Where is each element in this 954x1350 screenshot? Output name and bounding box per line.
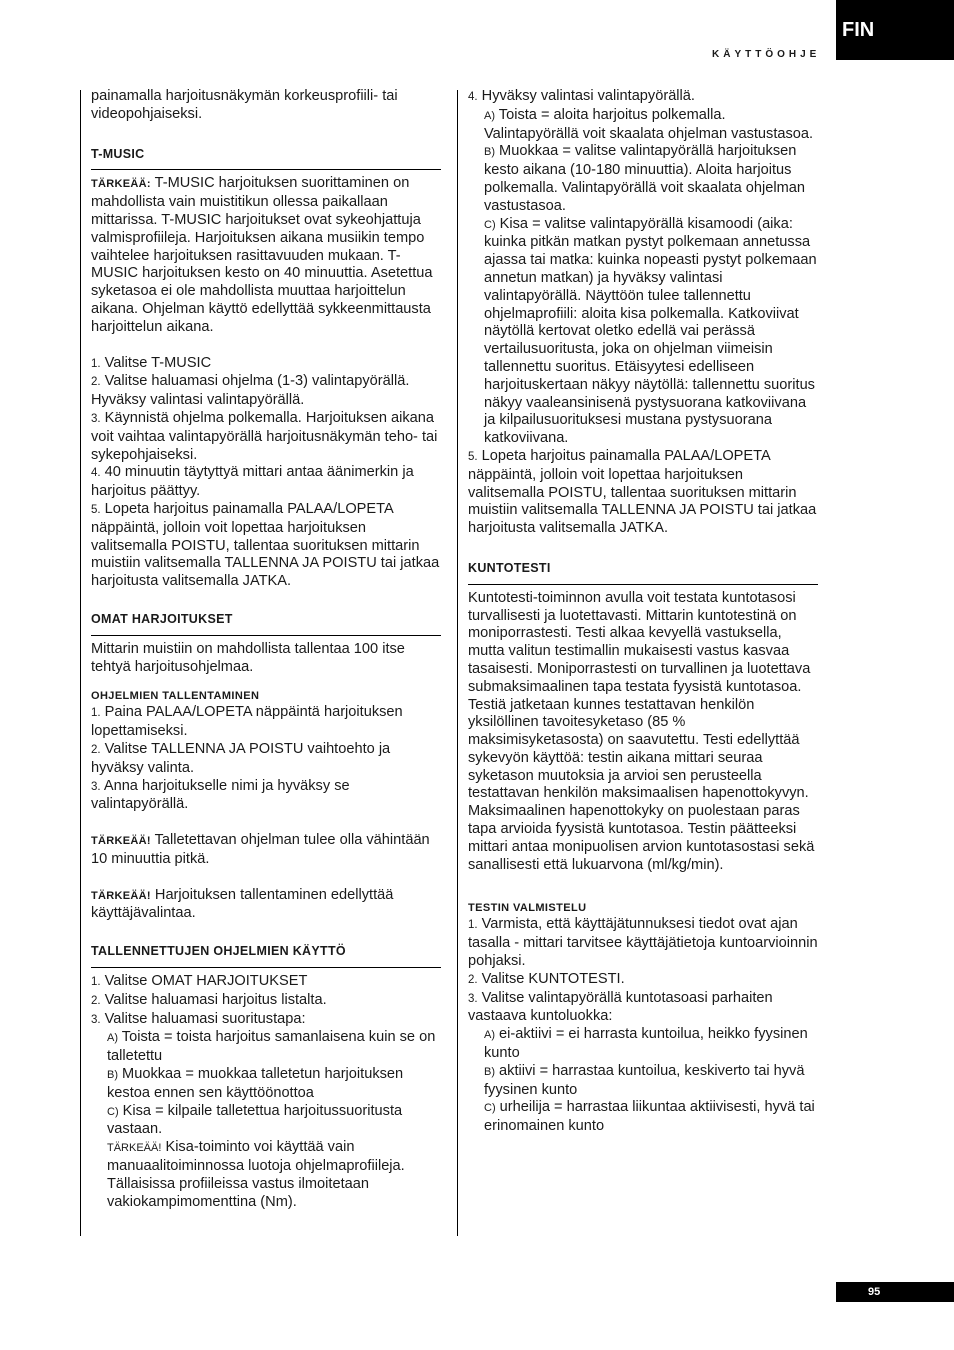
middle-column-rule (457, 90, 458, 1236)
kuntotesti-heading: KUNTOTESTI (468, 560, 818, 585)
tallennettujen-option-b: B) Muokkaa = muokkaa talletetun harjoituksen kestoa ennen sen käyttöönottoa (107, 1066, 404, 1101)
tmusic-step-3: 3. Käynnistä ohjelma polkemalla. Harjoituksen aikana voit vaihtaa valintapyörällä harjoitusnäkymän teho- tai sykepohjaiseksi. (91, 409, 438, 463)
kuntotesti-option-b: B) aktiivi = harrastaa kuntoilua, keskiverto tai hyvä fyysinen kunto (484, 1062, 805, 1098)
omat-step-1: 1. Paina PALAA/LOPETA näppäintä harjoituksen lopettamiseksi. (91, 704, 403, 740)
tmusic-note-lead: TÄRKEÄÄ: (91, 178, 151, 191)
tallennettujen-option-a: A) Toista = toista harjoitus samanlaisena kuin se on talletettu (107, 1029, 436, 1065)
omat-note-2: TÄRKEÄÄ! Harjoituksen tallentaminen edellyttää käyttäjävalintaa. (91, 886, 394, 922)
kuntotesti-text: Kuntotesti-toiminnon avulla voit testata kuntotasosi turvallisesti ja luotettavasti. Mittarin kuntotestinä on moniporrastesti. Testi alkaa kevyellä vastuksella, mutta valitun testimallin mukaisesti vastus kasvaa tasaisesti. Moniporrastesti on turvallinen ja luotettava submaksimaalinen tapa testata fyysistä kuntotasoa. Testiä jatketaan kunnes testattavan henkilön yksilöllinen tavoitesyketaso (85 % maksimisyketasosta) on saavutettu. Testi edellyttää sykevyön käyttöä: testin aikana mittari seuraa syketason muutoksia ja arvioi sen perusteella testattavan henkilön maksimaalisen hapenottokyvyn. Maksimaalinen hapenottokyky on puolestaan paras tapa arvioida fyysistä kuntotasoa. Testin päätteeksi mittari antaa monipuolisen arvion kuntotasostasi sekä sanallisesti että lukuarvona (ml/kg/min). (468, 589, 815, 873)
right-option-c: C) Kisa = valitse valintapyörällä kisamoodi (aika: kuinka pitkän matkan pystyt polkemaan annetussa ajassa tai matka: kuinka nopeasti pystyt polkemaan annetun matkan) ja hyväksy valintasi valintapyörällä. Näyttöön tulee tallennettu ohjelmaprofiili: aloita kisa polkemalla. Katkoviivat näytöllä kertovat oletko edellä vai perässä vertailusuoritusta, joka on ohjelman viimeisin tallennettu suoritus. Etäisyytesi edelliseen harjoituskertaan näkyy näytöllä: tallennettu suoritus näkyy vaaleansinisenä pystysuorana katkoviivana ja kilpailusuorituksesi mustana pystysuorana katkoviivana. (484, 215, 817, 447)
language-tab (836, 0, 954, 60)
right-step-5: 5. Lopeta harjoitus painamalla PALAA/LOPETA näppäintä, jolloin voit lopettaa harjoituksen valitsemalla POISTU, tallentaa suorituksen mittarin muistiin valitsemalla TALLENNA JA POISTU tai jatkaa harjoitusta valitsemalla JATKA. (468, 447, 817, 537)
omat-step-2: 2. Valitse TALLENNA JA POISTU vaihtoehto ja hyväksy valinta. (91, 740, 391, 776)
omat-text: Mittarin muistiin on mahdollista tallentaa 100 itse tehtyä harjoitusohjelmaa. (91, 640, 405, 675)
omat-step-3: 3. Anna harjoitukselle nimi ja hyväksy se valintapyörällä. (91, 777, 350, 813)
omat-subheading: OHJELMIEN TALLENTAMINEN (91, 690, 260, 703)
tallennettujen-step-2: 2. Valitse haluamasi harjoitus listalta. (91, 991, 327, 1008)
right-option-a: A) Toista = aloita harjoitus polkemalla. Valintapyörällä voit skaalata ohjelman vastustasoa. (484, 106, 814, 142)
tallennettujen-option-c: C) Kisa = kilpaile talletettua harjoitussuoritusta vastaan. (107, 1102, 403, 1138)
right-step-4: 4. Hyväksy valintasi valintapyörällä. (468, 88, 695, 104)
tmusic-step-1: 1. Valitse T-MUSIC (91, 354, 212, 371)
tallennettujen-heading: TALLENNETTUJEN OHJELMIEN KÄYTTÖ (91, 943, 441, 968)
right-column (468, 88, 818, 1136)
tallennettujen-note: TÄRKEÄÄ! Kisa-toiminto voi käyttää vain manuaalitoiminnossa luotoja ohjelmaprofiileja. Tällaisissa profiileissa vastus ilmoitetaan vakiokampimomenttina (Nm). (107, 1139, 405, 1210)
kuntotesti-option-a: A) ei-aktiivi = ei harrasta kuntoilua, heikko fyysinen kunto (484, 1026, 808, 1062)
left-column-rule (80, 90, 81, 1236)
right-option-b: B) Muokkaa = valitse valintapyörällä harjoituksen kesto aikana (10-180 minuuttia). Aloita harjoitus polkemalla. Valintapyörällä voit skaalata ohjelman vastustasoa. (484, 143, 805, 214)
kuntotesti-step-1: 1. Varmista, että käyttäjätunnuksesi tiedot ovat ajan tasalla - mittari tarvitsee käyttäjätietoja kuntoarvioinnin pohjaksi. (468, 916, 818, 970)
omat-heading: OMAT HARJOITUKSET (91, 611, 441, 636)
language-label: FIN (842, 18, 875, 41)
tmusic-step-5: 5. Lopeta harjoitus painamalla PALAA/LOPETA näppäintä, jolloin voit lopettaa harjoituksen valitsemalla POISTU, tallentaa suorituksen mittarin muistiin valitsemalla TALLENNA JA POISTU tai jatkaa harjoitusta valitsemalla JATKA. (91, 500, 440, 590)
tmusic-step-4: 4. 40 minuutin täytyttyä mittari antaa äänimerkin ja harjoitus päättyy. (91, 464, 414, 500)
tmusic-note (91, 175, 441, 336)
tallennettujen-step-1: 1. Valitse OMAT HARJOITUKSET (91, 973, 308, 990)
left-column (91, 88, 441, 1211)
intro-text: painamalla harjoitusnäkymän korkeusprofiili- tai videopohjaiseksi. (91, 88, 398, 122)
kuntotesti-step-3: 3. Valitse valintapyörällä kuntotasoasi parhaiten vastaava kuntoluokka: (468, 989, 773, 1025)
kuntotesti-option-c: C) urheilija = harrastaa liikuntaa aktiivisesti, hyvä tai erinomainen kunto (484, 1099, 815, 1135)
tmusic-step-2: 2. Valitse haluamasi ohjelma (1-3) valintapyörällä. Hyväksy valintasi valintapyörällä. (91, 373, 410, 409)
kuntotesti-subheading: TESTIN VALMISTELU (468, 902, 587, 915)
running-header: KÄYTTÖOHJE (712, 49, 821, 60)
tmusic-note-text: T-MUSIC harjoituksen suorittaminen on mahdollista vain muistitikun ollessa paikallaan mittarissa. T-MUSIC harjoitukset ovat sykeohjattuja valmisprofiileja. Harjoituksen aikana musiikin tempo vaihtelee harjoituksen rasittavuuden mukaan. T-MUSIC harjoituksen kesto on 40 minuuttia. Asetettua syketasoa ei ole mahdollista muuttaa harjoittelun aikana. Ohjelman käyttö edellyttää sykkeenmittausta harjoittelun aikana. (91, 175, 433, 335)
page-number: 95 (836, 1282, 954, 1302)
kuntotesti-step-2: 2. Valitse KUNTOTESTI. (468, 970, 625, 987)
omat-note-1: TÄRKEÄÄ! Talletettavan ohjelman tulee olla vähintään 10 minuuttia pitkä. (91, 832, 430, 867)
tmusic-heading: T-MUSIC (91, 146, 441, 171)
tallennettujen-step-3: 3. Valitse haluamasi suoritustapa: (91, 1010, 306, 1027)
